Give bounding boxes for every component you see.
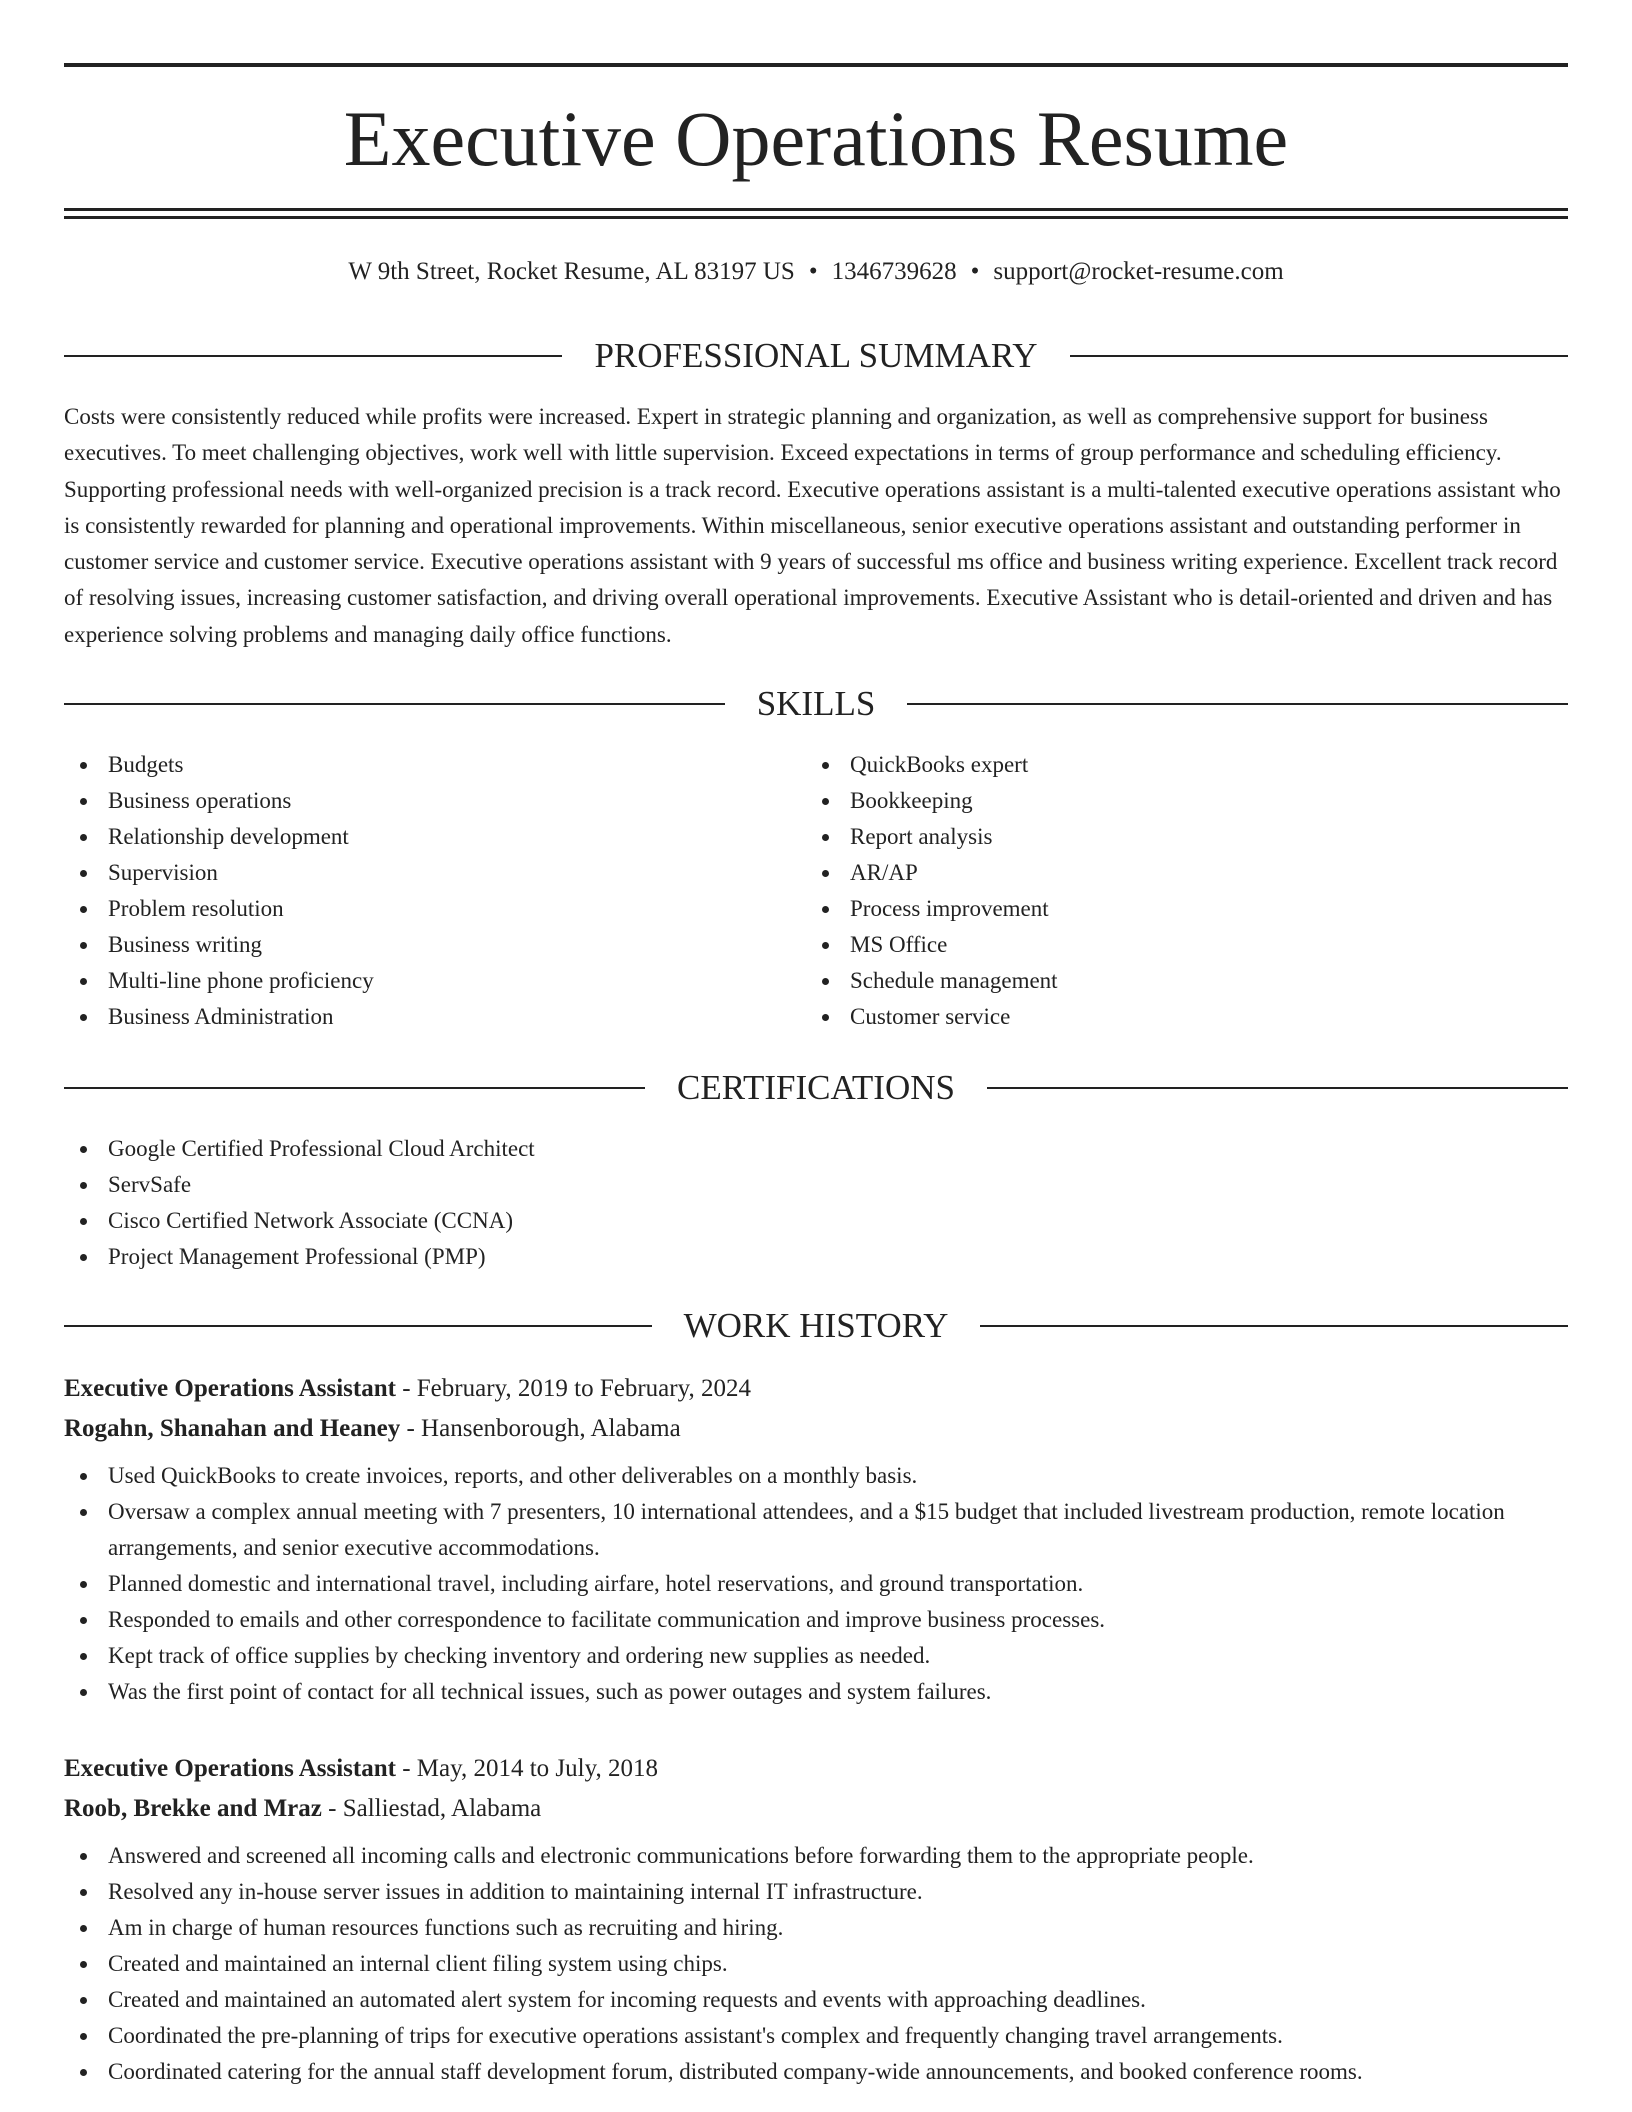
certifications-list (64, 1131, 1568, 1275)
contact-address: W 9th Street, Rocket Resume, AL 83197 US (348, 258, 795, 285)
contact-email: support@rocket-resume.com (993, 258, 1284, 285)
job-entry (64, 1749, 1568, 2090)
skill-item: Business writing (64, 927, 804, 963)
certification-item: Google Certified Professional Cloud Architect (64, 1131, 1568, 1167)
job-duty: Created and maintained an internal client filing system using chips. (64, 1946, 1568, 1982)
skill-item: Budgets (64, 747, 804, 783)
section-heading-summary (64, 334, 1568, 378)
heading-rule (987, 1087, 1568, 1089)
job-duty: Planned domestic and international travel, including airfare, hotel reservations, and ground transportation. (64, 1566, 1568, 1602)
skill-item: Bookkeeping (806, 783, 1546, 819)
skills-list-left (64, 747, 804, 1035)
job-location: - Hansenborough, Alabama (400, 1415, 681, 1442)
job-duty: Answered and screened all incoming calls and electronic communications before forwarding them to the appropriate people. (64, 1838, 1568, 1874)
skill-item: Relationship development (64, 819, 804, 855)
heading-rule (64, 703, 725, 705)
job-location: - Salliestad, Alabama (321, 1795, 542, 1822)
skill-item: Process improvement (806, 891, 1546, 927)
summary-paragraph: Costs were consistently reduced while profits were increased. Expert in strategic planning and organization, as well as comprehensive support for business executives. To meet challenging objectives, work well with little supervision. Exceed expectations in terms of group performance and scheduling efficiency. Supporting professional needs with well-organized precision is a track record. Executive operations assistant is a multi-talented executive operations assistant who is consistently rewarded for planning and operational improvements. Within miscellaneous, senior executive operations assistant and outstanding performer in customer service and customer service. Executive operations assistant with 9 years of successful ms office and business writing experience. Excellent track record of resolving issues, increasing customer satisfaction, and driving overall operational improvements. Executive Assistant who is detail-oriented and driven and has experience solving problems and managing daily office functions. (64, 404, 1561, 647)
job-dates: - February, 2019 to February, 2024 (395, 1375, 751, 1402)
contact-phone: 1346739628 (831, 258, 957, 285)
job-duty: Coordinated catering for the annual staff development forum, distributed company-wide announcements, and booked conference rooms. (64, 2054, 1568, 2090)
job-duty: Kept track of office supplies by checking inventory and ordering new supplies as needed. (64, 1638, 1568, 1674)
certification-item: Cisco Certified Network Associate (CCNA) (64, 1203, 1568, 1239)
title-rule-lower (64, 216, 1568, 219)
job-duties-list (64, 1458, 1568, 1710)
top-rule (64, 63, 1568, 67)
section-title: SKILLS (756, 684, 876, 723)
skill-item: Supervision (64, 855, 804, 891)
section-title: PROFESSIONAL SUMMARY (594, 336, 1038, 375)
contact-line (64, 254, 1568, 290)
job-entry (64, 1369, 1568, 1710)
skill-item: Business Administration (64, 999, 804, 1035)
job-title-line (64, 1369, 1568, 1409)
job-title: Executive Operations Assistant (64, 1755, 396, 1782)
contact-separator: • (970, 258, 980, 285)
heading-rule (980, 1325, 1568, 1327)
skill-item: Business operations (64, 783, 804, 819)
job-title-line (64, 1749, 1568, 1789)
skill-item: QuickBooks expert (806, 747, 1546, 783)
skill-item: Problem resolution (64, 891, 804, 927)
heading-rule (1070, 355, 1568, 357)
contact-separator: • (808, 258, 818, 285)
heading-rule (64, 1087, 645, 1089)
skill-item: Customer service (806, 999, 1546, 1035)
title-rule-upper (64, 208, 1568, 211)
skill-item: MS Office (806, 927, 1546, 963)
job-duty: Used QuickBooks to create invoices, reports, and other deliverables on a monthly basis. (64, 1458, 1568, 1494)
resume-title: Executive Operations Resume (343, 95, 1289, 182)
job-company-line (64, 1789, 1568, 1829)
section-heading-skills (64, 682, 1568, 726)
job-duty: Created and maintained an automated alert system for incoming requests and events with approaching deadlines. (64, 1982, 1568, 2018)
job-duty: Was the first point of contact for all technical issues, such as power outages and system failures. (64, 1674, 1568, 1710)
skills-list-right (806, 747, 1546, 1035)
job-duty: Coordinated the pre-planning of trips for executive operations assistant's complex and frequently changing travel arrangements. (64, 2018, 1568, 2054)
skill-item: Multi-line phone proficiency (64, 963, 804, 999)
skill-item: Schedule management (806, 963, 1546, 999)
heading-rule (64, 1325, 652, 1327)
job-company-line (64, 1409, 1568, 1449)
job-duties-list (64, 1838, 1568, 2090)
job-dates: - May, 2014 to July, 2018 (395, 1755, 658, 1782)
job-title: Executive Operations Assistant (64, 1375, 396, 1402)
job-duty: Responded to emails and other correspondence to facilitate communication and improve business processes. (64, 1602, 1568, 1638)
heading-rule (64, 355, 562, 357)
section-title: CERTIFICATIONS (677, 1068, 955, 1107)
job-duty: Resolved any in-house server issues in addition to maintaining internal IT infrastructure. (64, 1874, 1568, 1910)
job-duty: Oversaw a complex annual meeting with 7 presenters, 10 international attendees, and a $15 budget that included livestream production, remote location arrangements, and senior executive accommodations. (64, 1494, 1568, 1566)
section-heading-work-history (64, 1304, 1568, 1348)
skill-item: Report analysis (806, 819, 1546, 855)
heading-rule (907, 703, 1568, 705)
section-heading-certifications (64, 1066, 1568, 1110)
job-company: Rogahn, Shanahan and Heaney (64, 1415, 401, 1442)
job-duty: Am in charge of human resources functions such as recruiting and hiring. (64, 1910, 1568, 1946)
skill-item: AR/AP (806, 855, 1546, 891)
certification-item: Project Management Professional (PMP) (64, 1239, 1568, 1275)
certification-item: ServSafe (64, 1167, 1568, 1203)
section-title: WORK HISTORY (683, 1306, 949, 1345)
job-company: Roob, Brekke and Mraz (64, 1795, 322, 1822)
